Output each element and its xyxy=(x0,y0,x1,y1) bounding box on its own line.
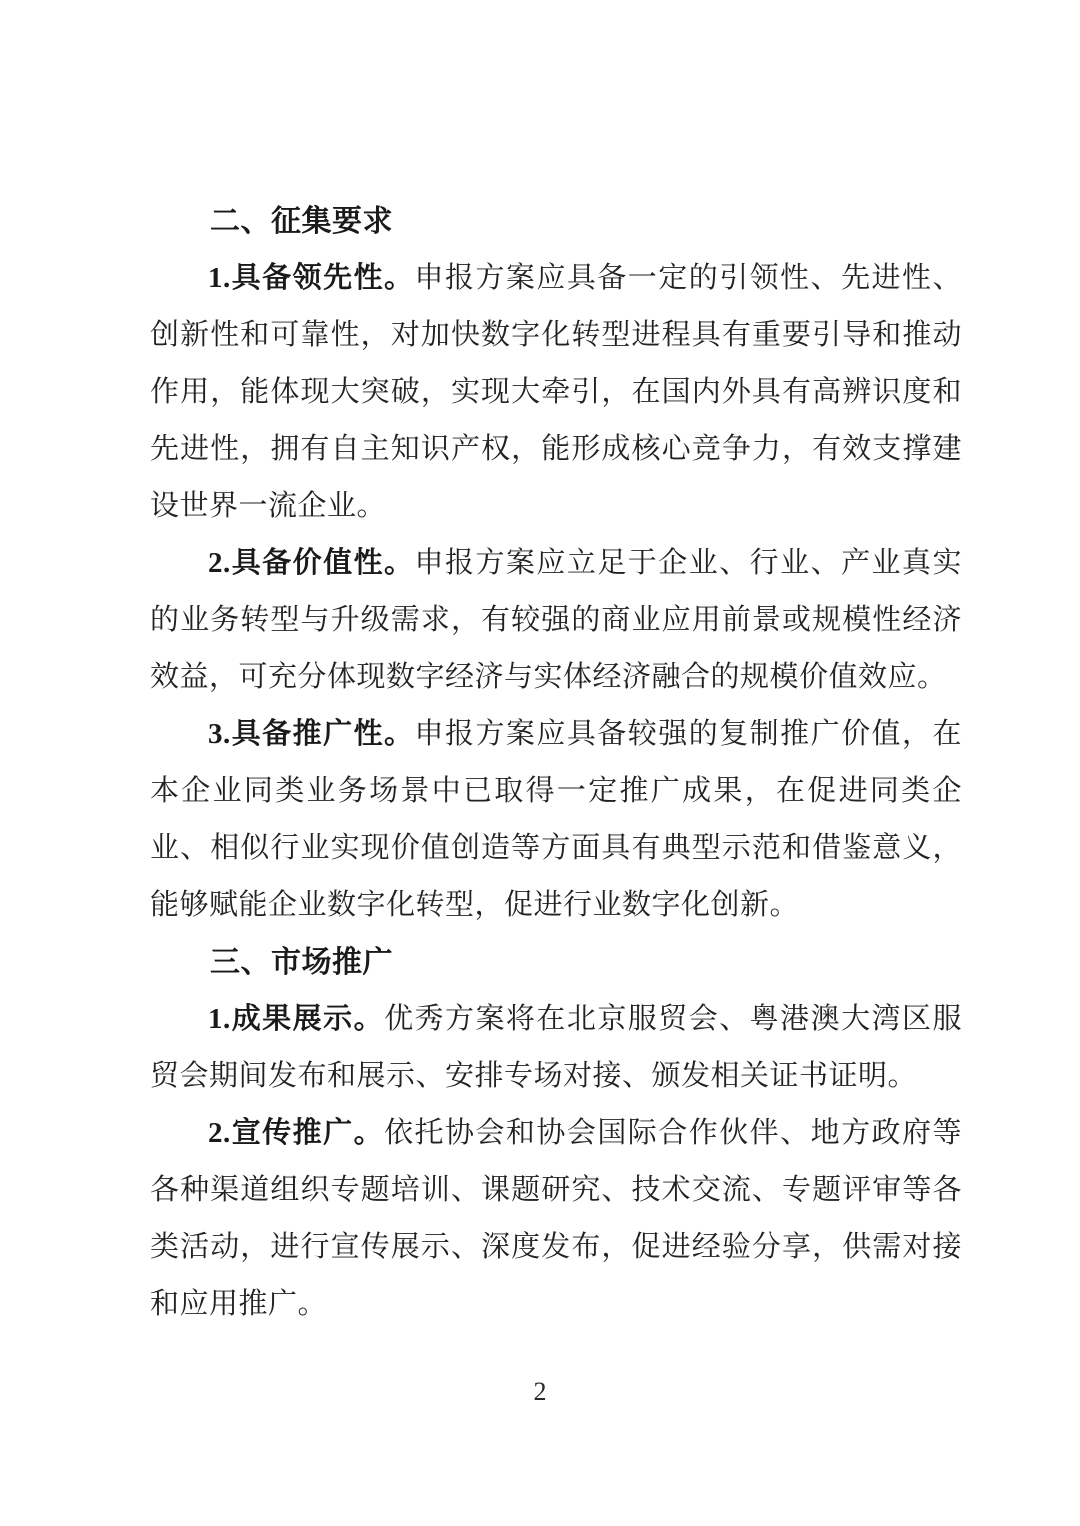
paragraph-lead: 1.具备领先性。 xyxy=(208,262,415,294)
paragraph-lead: 1.成果展示。 xyxy=(208,1003,385,1035)
paragraph-value-capability xyxy=(150,535,962,706)
paragraph-text: 优秀方案将在北京服贸会、粤港澳大湾区服贸会期间发布和展示、安排专场对接、颁发相关证书证明。 xyxy=(150,1003,962,1092)
document-body xyxy=(150,193,962,1333)
paragraph-publicity-promotion xyxy=(150,1105,962,1333)
paragraph-lead: 2.宣传推广。 xyxy=(208,1117,385,1149)
page-number: 2 xyxy=(533,1377,547,1406)
section-heading-collection-requirements: 二、征集要求 xyxy=(210,205,393,238)
section-heading-market-promotion: 三、市场推广 xyxy=(210,946,393,979)
paragraph-results-exhibition xyxy=(150,991,962,1105)
paragraph-lead: 3.具备推广性。 xyxy=(208,718,415,750)
paragraph-leading-capability xyxy=(150,250,962,535)
paragraph-text: 申报方案应立足于企业、行业、产业真实的业务转型与升级需求，有较强的商业应用前景或规模性经济效益，可充分体现数字经济与实体经济融合的规模价值效应。 xyxy=(150,547,962,693)
paragraph-text: 依托协会和协会国际合作伙伴、地方政府等各种渠道组织专题培训、课题研究、技术交流、专题评审等各类活动，进行宣传展示、深度发布，促进经验分享，供需对接和应用推广。 xyxy=(150,1117,962,1320)
paragraph-promotion-capability xyxy=(150,706,962,934)
paragraph-text: 申报方案应具备较强的复制推广价值，在本企业同类业务场景中已取得一定推广成果，在促进同类企业、相似行业实现价值创造等方面具有典型示范和借鉴意义，能够赋能企业数字化转型，促进行业数字化创新。 xyxy=(150,718,962,921)
paragraph-lead: 2.具备价值性。 xyxy=(208,547,415,579)
paragraph-text: 申报方案应具备一定的引领性、先进性、创新性和可靠性，对加快数字化转型进程具有重要引导和推动作用，能体现大突破，实现大牵引，在国内外具有高辨识度和先进性，拥有自主知识产权，能形成核心竞争力，有效支撑建设世界一流企业。 xyxy=(150,262,962,522)
